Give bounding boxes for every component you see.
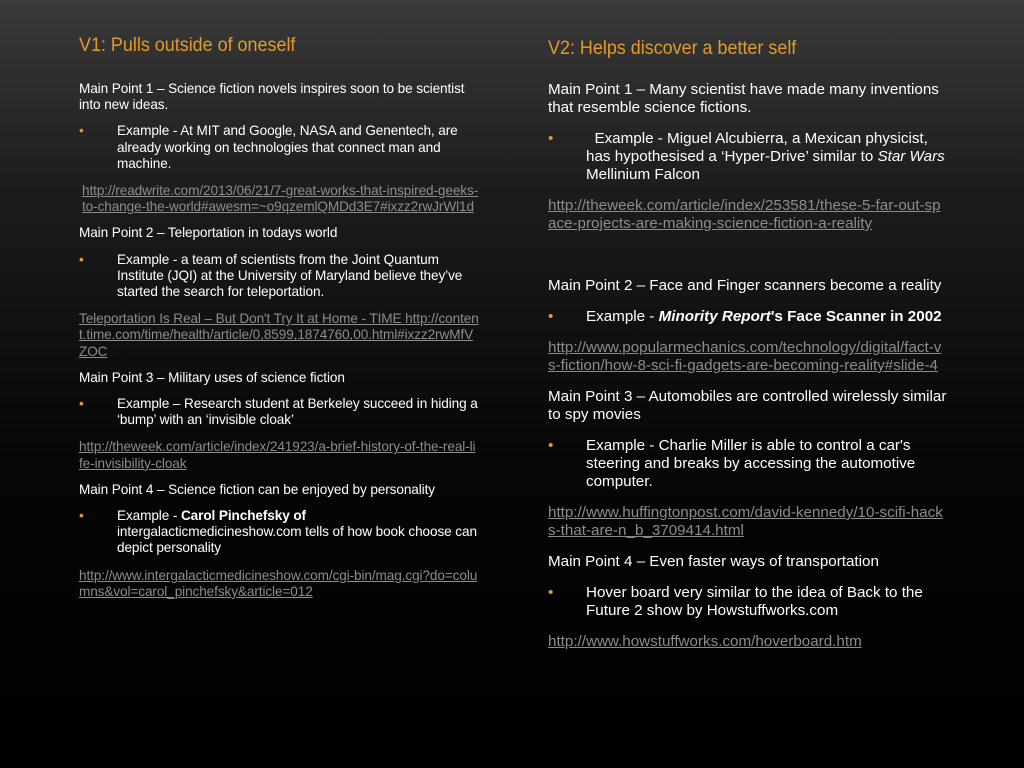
right-link-1[interactable]: http://theweek.com/article/index/253581/these-5-far-out-space-projects-are-making-science-fiction-a-reality — [548, 197, 941, 232]
bullet-icon: • — [548, 584, 554, 601]
left-link-2-url[interactable]: http://content.time.com/time/health/article/0,8599,1874760,00.html#ixzz2rwMfVZOC — [79, 311, 479, 359]
right-example-2-bold: 's Face Scanner in 2002 — [770, 308, 942, 325]
left-example-2-text: Example - a team of scientists from the Joint Quantum Institute (JQI) at the University of Maryland believe they’ve started the search for teleportation. — [117, 251, 463, 300]
left-example-4-rest: intergalacticmedicineshow.com tells of how book choose can depict personality — [117, 524, 477, 556]
bullet-icon: • — [79, 251, 84, 267]
right-example-1-italic: Star Wars — [877, 148, 945, 165]
right-link-2[interactable]: http://www.popularmechanics.com/technology/digital/fact-vs-fiction/how-8-sci-fi-gadgets-are-becoming-reality#slide-4 — [548, 339, 942, 374]
left-example-4-bold: Carol Pinchefsky of — [180, 508, 306, 524]
left-link-3[interactable]: http://theweek.com/article/index/241923/a-brief-history-of-the-real-life-invisibility-cloak — [79, 439, 476, 471]
left-example-4 — [79, 508, 479, 557]
left-link-2-title[interactable]: Teleportation Is Real – But Don't Try It at Home - TIME — [79, 311, 402, 327]
left-link-1[interactable]: http://readwrite.com/2013/06/21/7-great-works-that-inspired-geeks-to-change-the-world#awesm=~o9qzemlQMDd3E7#ixzz2rwJrWl1d — [82, 183, 479, 215]
left-main-point-2: Main Point 2 – Teleportation in todays world — [79, 225, 338, 241]
right-example-1 — [548, 130, 948, 184]
right-heading: V2: Helps discover a better self — [548, 37, 797, 59]
right-example-1-prefix: Example - Miguel Alcubierra, a Mexican physicist, has hypothesised a ‘Hyper-Drive’ similar to — [586, 130, 933, 165]
right-main-point-2: Main Point 2 – Face and Finger scanners become a reality — [548, 277, 942, 294]
left-example-2 — [79, 252, 479, 301]
left-main-point-3: Main Point 3 – Military uses of science fiction — [79, 369, 345, 385]
left-main-point-4: Main Point 4 – Science fiction can be enjoyed by personality — [79, 481, 435, 497]
right-body — [548, 81, 948, 651]
right-example-4 — [548, 584, 948, 620]
left-heading: V1: Pulls outside of oneself — [79, 34, 296, 56]
right-link-3[interactable]: http://www.huffingtonpost.com/david-kennedy/10-scifi-hacks-that-are-n_b_3709414.html — [548, 504, 943, 539]
bullet-icon: • — [548, 308, 554, 325]
left-example-1-text: Example - At MIT and Google, NASA and Genentech, are already working on technologies that connect man and machine. — [117, 123, 458, 171]
right-example-1-rest: Mellinium Falcon — [586, 166, 700, 183]
right-main-point-4: Main Point 4 – Even faster ways of transportation — [548, 553, 879, 570]
left-example-3 — [79, 396, 479, 428]
right-example-2 — [548, 308, 948, 326]
right-main-point-1: Main Point 1 – Many scientist have made many inventions that resemble science fictions. — [548, 81, 939, 116]
right-example-4-text: Hover board very similar to the idea of Back to the Future 2 show by Howstuffworks.com — [586, 584, 923, 619]
left-example-1 — [79, 123, 479, 172]
bullet-icon: • — [79, 396, 84, 412]
right-link-4[interactable]: http://www.howstuffworks.com/hoverboard.htm — [548, 633, 862, 650]
right-example-3 — [548, 437, 948, 491]
bullet-icon: • — [79, 123, 84, 139]
right-main-point-3: Main Point 3 – Automobiles are controlled wirelessly similar to spy movies — [548, 388, 947, 423]
left-example-3-text: Example – Research student at Berkeley succeed in hiding a ‘bump’ with an ‘invisible cloak’ — [117, 396, 478, 428]
right-example-2-prefix: Example - — [586, 308, 659, 325]
right-example-3-text: Example - Charlie Miller is able to control a car's steering and breaks by accessing the automotive computer. — [586, 437, 916, 490]
left-main-point-1: Main Point 1 – Science fiction novels inspires soon to be scientist into new ideas. — [79, 81, 465, 113]
right-example-2-bold-italic: Minority Report — [658, 308, 771, 325]
left-link-4[interactable]: http://www.intergalacticmedicineshow.com/cgi-bin/mag.cgi?do=columns&vol=carol_pinchefsky&article=012 — [79, 567, 478, 599]
bullet-icon: • — [79, 508, 84, 524]
bullet-icon: • — [548, 130, 554, 147]
left-example-4-prefix: Example - — [117, 508, 181, 524]
left-link-2 — [79, 311, 479, 360]
left-body — [79, 81, 479, 600]
bullet-icon: • — [548, 437, 554, 454]
